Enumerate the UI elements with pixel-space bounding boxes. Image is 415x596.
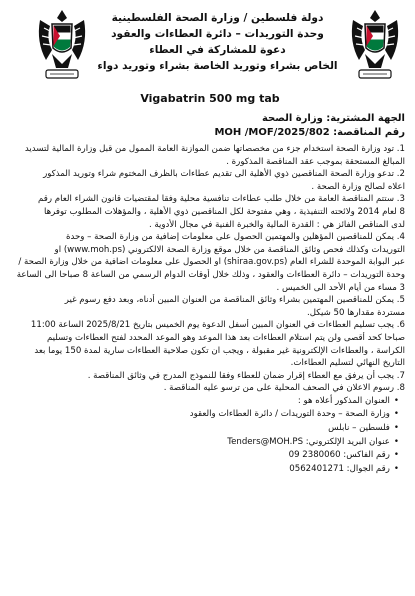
bullet-icon: •	[393, 409, 399, 420]
contact-line	[10, 395, 405, 409]
ministry-title: دولة فلسطين / وزارة الصحة الفلسطينية	[111, 12, 324, 24]
palestine-eagle-emblem-icon	[34, 6, 90, 82]
paragraph-line: اعلاه لصالح وزارة الصحة .	[311, 181, 405, 192]
tender-number: MOH /MOF/2025/802	[214, 127, 330, 138]
paragraph-line: المبالغ المستحقة بموجب عقد المناقصة المذكورة .	[226, 156, 405, 167]
paragraph-line: مستردة مقدارها 50 شيكل.	[307, 307, 405, 318]
paragraph-line: 8. رسوم الاعلان في الصحف المحلية على من ترسو عليه المناقصة .	[163, 383, 405, 394]
paragraph-line: 6. يجب تسليم العطاءات في العنوان المبين أسفل الدعوة يوم الخميس بتاريخ 2025/8/21 الساعة 11:00	[30, 320, 405, 331]
tender-number-label: رقم المناقصة:	[333, 127, 405, 138]
paragraph-line: عبر البوابة الموحدة للشراء العام (shiraa.gov.ps) او الحصول على معلومات اضافية من خلال وزارة الصحة /	[18, 257, 405, 268]
invitation-title: دعوة للمشاركة في العطاء	[149, 44, 286, 56]
contact-line	[10, 436, 405, 450]
purchasing-entity: الجهة المشترية: وزارة الصحة	[261, 113, 405, 124]
paragraph-line: وحدة التوريدات – دائرة العطاءات والعقود ، وذلك خلال أوقات الدوام الرسمي من الساعة 8 صباحا الى الساعة	[16, 269, 405, 280]
paragraph-line: الكراسة ، والعطاءات الإلكترونية غير مقبولة ، ويجب ان تكون صلاحية العطاءات سارية لمدة 150 يوما بعد	[34, 345, 405, 356]
contact-text: العنوان المذكور أعلاه هو :	[297, 395, 390, 406]
contact-line	[10, 422, 405, 436]
contact-text: عنوان البريد الإلكتروني: Tenders@MOH.PS	[227, 436, 390, 447]
bullet-icon: •	[393, 450, 399, 461]
paragraph-line: 3. ستتم المناقصة العامة من خلال طلب عطاءات تنافسية محلية وفقا لمقتضيات قانون الشراء العام رقم	[38, 194, 405, 205]
paragraph-line: 1. تود وزارة الصحة استخدام جزء من مخصصاتها ضمن الموازنة العامة الممول من قبل وزارة المالية لتسديد	[24, 144, 405, 154]
paragraph-line: صباحا كحد أقصى ولن يتم استلام العطاءات بعد هذا الموعد وهو الموعد المحدد لفتح العطاءات وتسليم	[46, 332, 405, 343]
unit-title: وحدة التوريدات – دائرة العطاءات والعقود	[111, 28, 324, 40]
palestine-eagle-emblem-icon	[347, 6, 403, 82]
paragraph-line: التوريدات وكذلك فحص وثائق المناقصة من خلال موقع وزارة الصحة الالكتروني (www.moh.ps) او	[54, 244, 405, 255]
contact-line	[10, 463, 405, 477]
bullet-icon: •	[393, 395, 399, 406]
contact-line	[10, 408, 405, 422]
tender-number-row	[10, 126, 405, 140]
contact-text: رقم الجوال: 0562401271	[289, 463, 390, 474]
paragraph-line: 7. يجب أن يرفق مع العطاء إقرار ضمان للعطاء وفقا للنموذج المدرج في وثائق المناقصة .	[87, 370, 405, 381]
paragraph-line: لدى المناقص الفائز هي : القدرة المالية والخبرة الفنية في مجال الأدوية .	[148, 219, 405, 230]
notice-body	[10, 112, 405, 476]
product-name: Vigabatrin 500 mg tab	[140, 92, 280, 105]
paragraph-line: التاريخ النهائي لتسليم العطاءات.	[290, 358, 405, 369]
contact-text: رقم الفاكس: 2380060 09	[288, 450, 390, 461]
contact-text: وزارة الصحة – وحدة التوريدات / دائرة العطاءات والعقود	[189, 409, 390, 420]
notice-header	[92, 10, 343, 74]
paragraph-line: 3 مساء من أيام الأحد الى الخميس .	[276, 282, 405, 293]
bullet-icon: •	[393, 436, 399, 447]
paragraph-line: 5. يمكن للمناقصين المهتمين بشراء وثائق المناقصة من العنوان المبين أدناه، وبعد دفع رسوم غير	[64, 295, 405, 306]
contact-line	[10, 449, 405, 463]
bullet-icon: •	[393, 463, 399, 474]
tender-subject: الخاص بشراء وتوريد الخاصة بشراء وتوريد دواء	[97, 60, 338, 72]
contact-text: فلسطين – نابلس	[328, 423, 390, 434]
paragraph-line: 8 لعام 2014 ولائحته التنفيذية ، وهي مفتوحة لكل المناقصين ذوي الأهلية ، والمؤهلات المطلوب توفرها	[43, 206, 405, 217]
paragraph-line: 4. يمكن للمناقصين المؤهلين والمهتمين الحصول على معلومات إضافية من وزارة الصحة – وحدة	[65, 232, 405, 243]
paragraph-line: 2. تدعو وزارة الصحة المناقصين ذوي الأهلية الى تقديم عطاءات بالظرف المختوم شراء وتوريد المذكور	[43, 169, 405, 180]
bullet-icon: •	[393, 423, 399, 434]
